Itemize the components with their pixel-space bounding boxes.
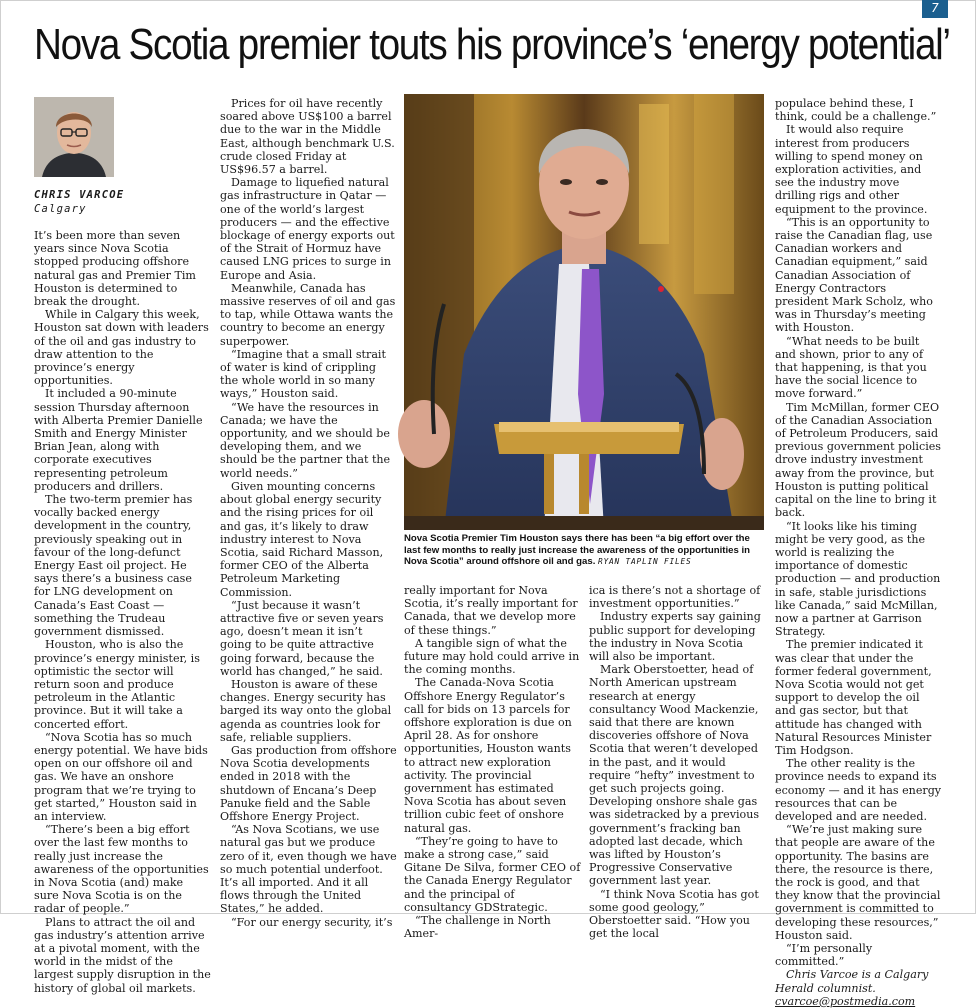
paragraph: The Canada-Nova Scotia Offshore Energy Regulator’s call for bids on 13 parcels for offshore exploration is due on April 28. As for onshore opportunities, Houston wants to attract new exploration activity. The provincial government has estimated Nova Scotia has about seven trillion cubic feet of onshore natural gas. <box>404 676 572 835</box>
paragraph: “It looks like his timing might be very good, as the world is realizing the importance of domestic production — and production in safe, stable jurisdictions like Canada,” said McMillan, now a partner at Garrison Strategy. <box>775 519 941 639</box>
author-email-link[interactable]: cvarcoe@postmedia.com <box>775 994 916 1008</box>
paragraph: “They’re going to have to make a strong case,” said Gitane De Silva, former CEO of the Canada Energy Regulator and the principal of consultancy GDStrategic. <box>404 834 581 914</box>
article-column-5 <box>775 97 943 1008</box>
paragraph: “Imagine that a small strait of water is kind of crippling the whole world in so many ways,” Houston said. <box>220 347 386 401</box>
paragraph: Mark Oberstoetter, head of North American upstream research at energy consultancy Wood Mackenzie, said that there are known discoveries offshore of Nova Scotia that weren’t developed in the past, and it would require “hefty” investment to get such projects going. Developing onshore shale gas was sidetracked by a previous government’s fracking ban adopted last decade, which was lifted by Houston’s Progressive Conservative government last year. <box>589 663 760 888</box>
paragraph: The two-term premier has vocally backed energy development in the country, previously speaking out in favour of the long-defunct Energy East oil project. He says there’s a business case for LNG development on Canada’s East Coast — something the Trudeau government dismissed. <box>34 493 193 639</box>
paragraph: “For our energy security, it’s <box>231 915 393 929</box>
byline-location: Calgary <box>34 203 87 215</box>
paragraph: Prices for oil have recently soared above US$100 a barrel due to the war in the Middle East, although benchmark U.S. crude closed Friday at US$96.57 a barrel. <box>220 97 395 177</box>
paragraph: Damage to liquefied natural gas infrastructure in Qatar — one of the world’s largest producers — and the effective blockage of energy exports out of the Strait of Hormuz have caused LNG prices to surge in Europe and Asia. <box>220 176 395 282</box>
paragraph: “The challenge in North Amer- <box>404 914 551 941</box>
paragraph: “We’re just making sure that people are aware of the opportunity. The basins are there, the resource is there, the rock is good, and that they know that the provincial government is committed to developing these resources,” Houston said. <box>775 823 941 942</box>
paragraph: “As Nova Scotians, we use natural gas but we produce zero of it, even though we have so much potential underfoot. It’s all imported. And it all flows through the United States,” he added. <box>220 823 397 916</box>
paragraph: ica is there’s not a shortage of investment opportunities.” <box>589 584 761 611</box>
paragraph: populace behind these, I think, could be a challenge.” <box>775 97 937 124</box>
article-column-1 <box>34 229 211 995</box>
photo-caption <box>404 533 766 568</box>
paragraph: Industry experts say gaining public support for developing the industry in Nova Scotia will also be important. <box>589 610 761 664</box>
paragraph: While in Calgary this week, Houston sat down with leaders of the oil and gas industry to draw attention to the province’s energy opportunities. <box>34 308 209 388</box>
paragraph: “Nova Scotia has so much energy potential. We have bids open on our offshore oil and gas. We have an onshore program that we’re trying to get started,” Houston said in an interview. <box>34 730 208 823</box>
article-column-2 <box>220 97 397 929</box>
paragraph: Tim McMillan, former CEO of the Canadian Association of Petroleum Producers, said previous government policies drove industry investment away from the province, but Houston is putting political capital on the line to bring it back. <box>775 400 941 520</box>
page-number-badge: 7 <box>922 0 948 18</box>
paragraph: Meanwhile, Canada has massive reserves of oil and gas to tap, while Ottawa wants the country to become an energy superpower. <box>220 281 396 348</box>
author-tagline: Chris Varcoe is a Calgary Herald columnist. <box>775 968 929 995</box>
premier-photo <box>404 94 764 530</box>
paragraph: The other reality is the province needs to expand its economy — and it has energy resources that can be developed and are needed. <box>775 757 942 823</box>
paragraph: really important for Nova Scotia, it’s really important for Canada, that we develop more of these things.” <box>404 584 578 637</box>
paragraph: It’s been more than seven years since Nova Scotia stopped producing offshore natural gas and Premier Tim Houston is determined to break the drought. <box>34 229 196 309</box>
paragraph: It would also require interest from producers willing to spend money on exploration activities, and see the industry move drilling rigs and other equipment to the province. <box>775 123 928 216</box>
paragraph: “I think Nova Scotia has got some good geology,” Oberstoetter said. “How you get the local <box>589 887 759 941</box>
paragraph: Houston is aware of these changes. Energy security has barged its way onto the global agenda as countries look for safe, reliable suppliers. <box>220 677 392 744</box>
paragraph: Given mounting concerns about global energy security and the rising prices for oil and gas, it’s likely to draw industry interest to Nova Scotia, said Richard Masson, former CEO of the Alberta Petroleum Marketing Commission. <box>220 479 384 599</box>
paragraph: Gas production from offshore Nova Scotia developments ended in 2018 with the shutdown of Encana’s Deep Panuke field and the Sable Offshore Energy Project. <box>220 743 397 823</box>
paragraph: “What needs to be built and shown, prior to any of that happening, is that you have the social licence to move forward.” <box>775 334 927 401</box>
paragraph: “I’m personally committed.” <box>775 942 873 969</box>
paragraph: “Just because it wasn’t attractive five or seven years ago, doesn’t mean it isn’t going to be quite attractive going forward, because the world has changed,” he said. <box>220 598 384 678</box>
author-headshot <box>34 97 114 177</box>
paragraph: “There’s been a big effort over the last few months to really just increase the awareness of the opportunities in Nova Scotia (and) make sure Nova Scotia is on the radar of people.” <box>34 823 209 916</box>
article-column-3 <box>404 584 581 940</box>
paragraph: Plans to attract the oil and gas industry’s attention arrive at a pivotal moment, with the world in the midst of the largest supply disruption in the history of global oil markets. <box>34 915 211 995</box>
paragraph: It included a 90-minute session Thursday afternoon with Alberta Premier Danielle Smith and Energy Minister Brian Jean, along with corporate executives representing petroleum producers and drillers. <box>34 387 203 493</box>
paragraph: A tangible sign of what the future may hold could arrive in the coming months. <box>404 636 580 677</box>
article-column-4 <box>589 584 766 940</box>
paragraph: The premier indicated it was clear that under the former federal government, Nova Scotia would not get support to develop the oil and gas sector, but that attitude has changed with Natural Resources Minister Tim Hodgson. <box>775 638 932 757</box>
article-headline: Nova Scotia premier touts his province’s ‘energy potential’ <box>34 20 950 69</box>
paragraph: Houston, who is also the province’s energy minister, is optimistic the sector will return soon and produce petroleum in the Atlantic province. But it will take a concerted effort. <box>34 638 200 731</box>
byline-author: CHRIS VARCOE <box>34 189 125 201</box>
caption-text: Nova Scotia Premier Tim Houston says there has been “a big effort over the last few months to really just increase the awareness of the opportunities in Nova Scotia” around offshore oil and gas. <box>404 533 750 568</box>
paragraph: “We have the resources in Canada; we have the opportunity, and we should be developing them, and we should be the partner that the world needs.” <box>220 400 391 480</box>
photo-credit: RYAN TAPLIN FILES <box>598 557 692 567</box>
paragraph: “This is an opportunity to raise the Canadian flag, use Canadian workers and Canadian equipment,” said Canadian Association of Energy Contractors president Mark Scholz, who was in Thursday’s meeting with Houston. <box>775 215 933 335</box>
